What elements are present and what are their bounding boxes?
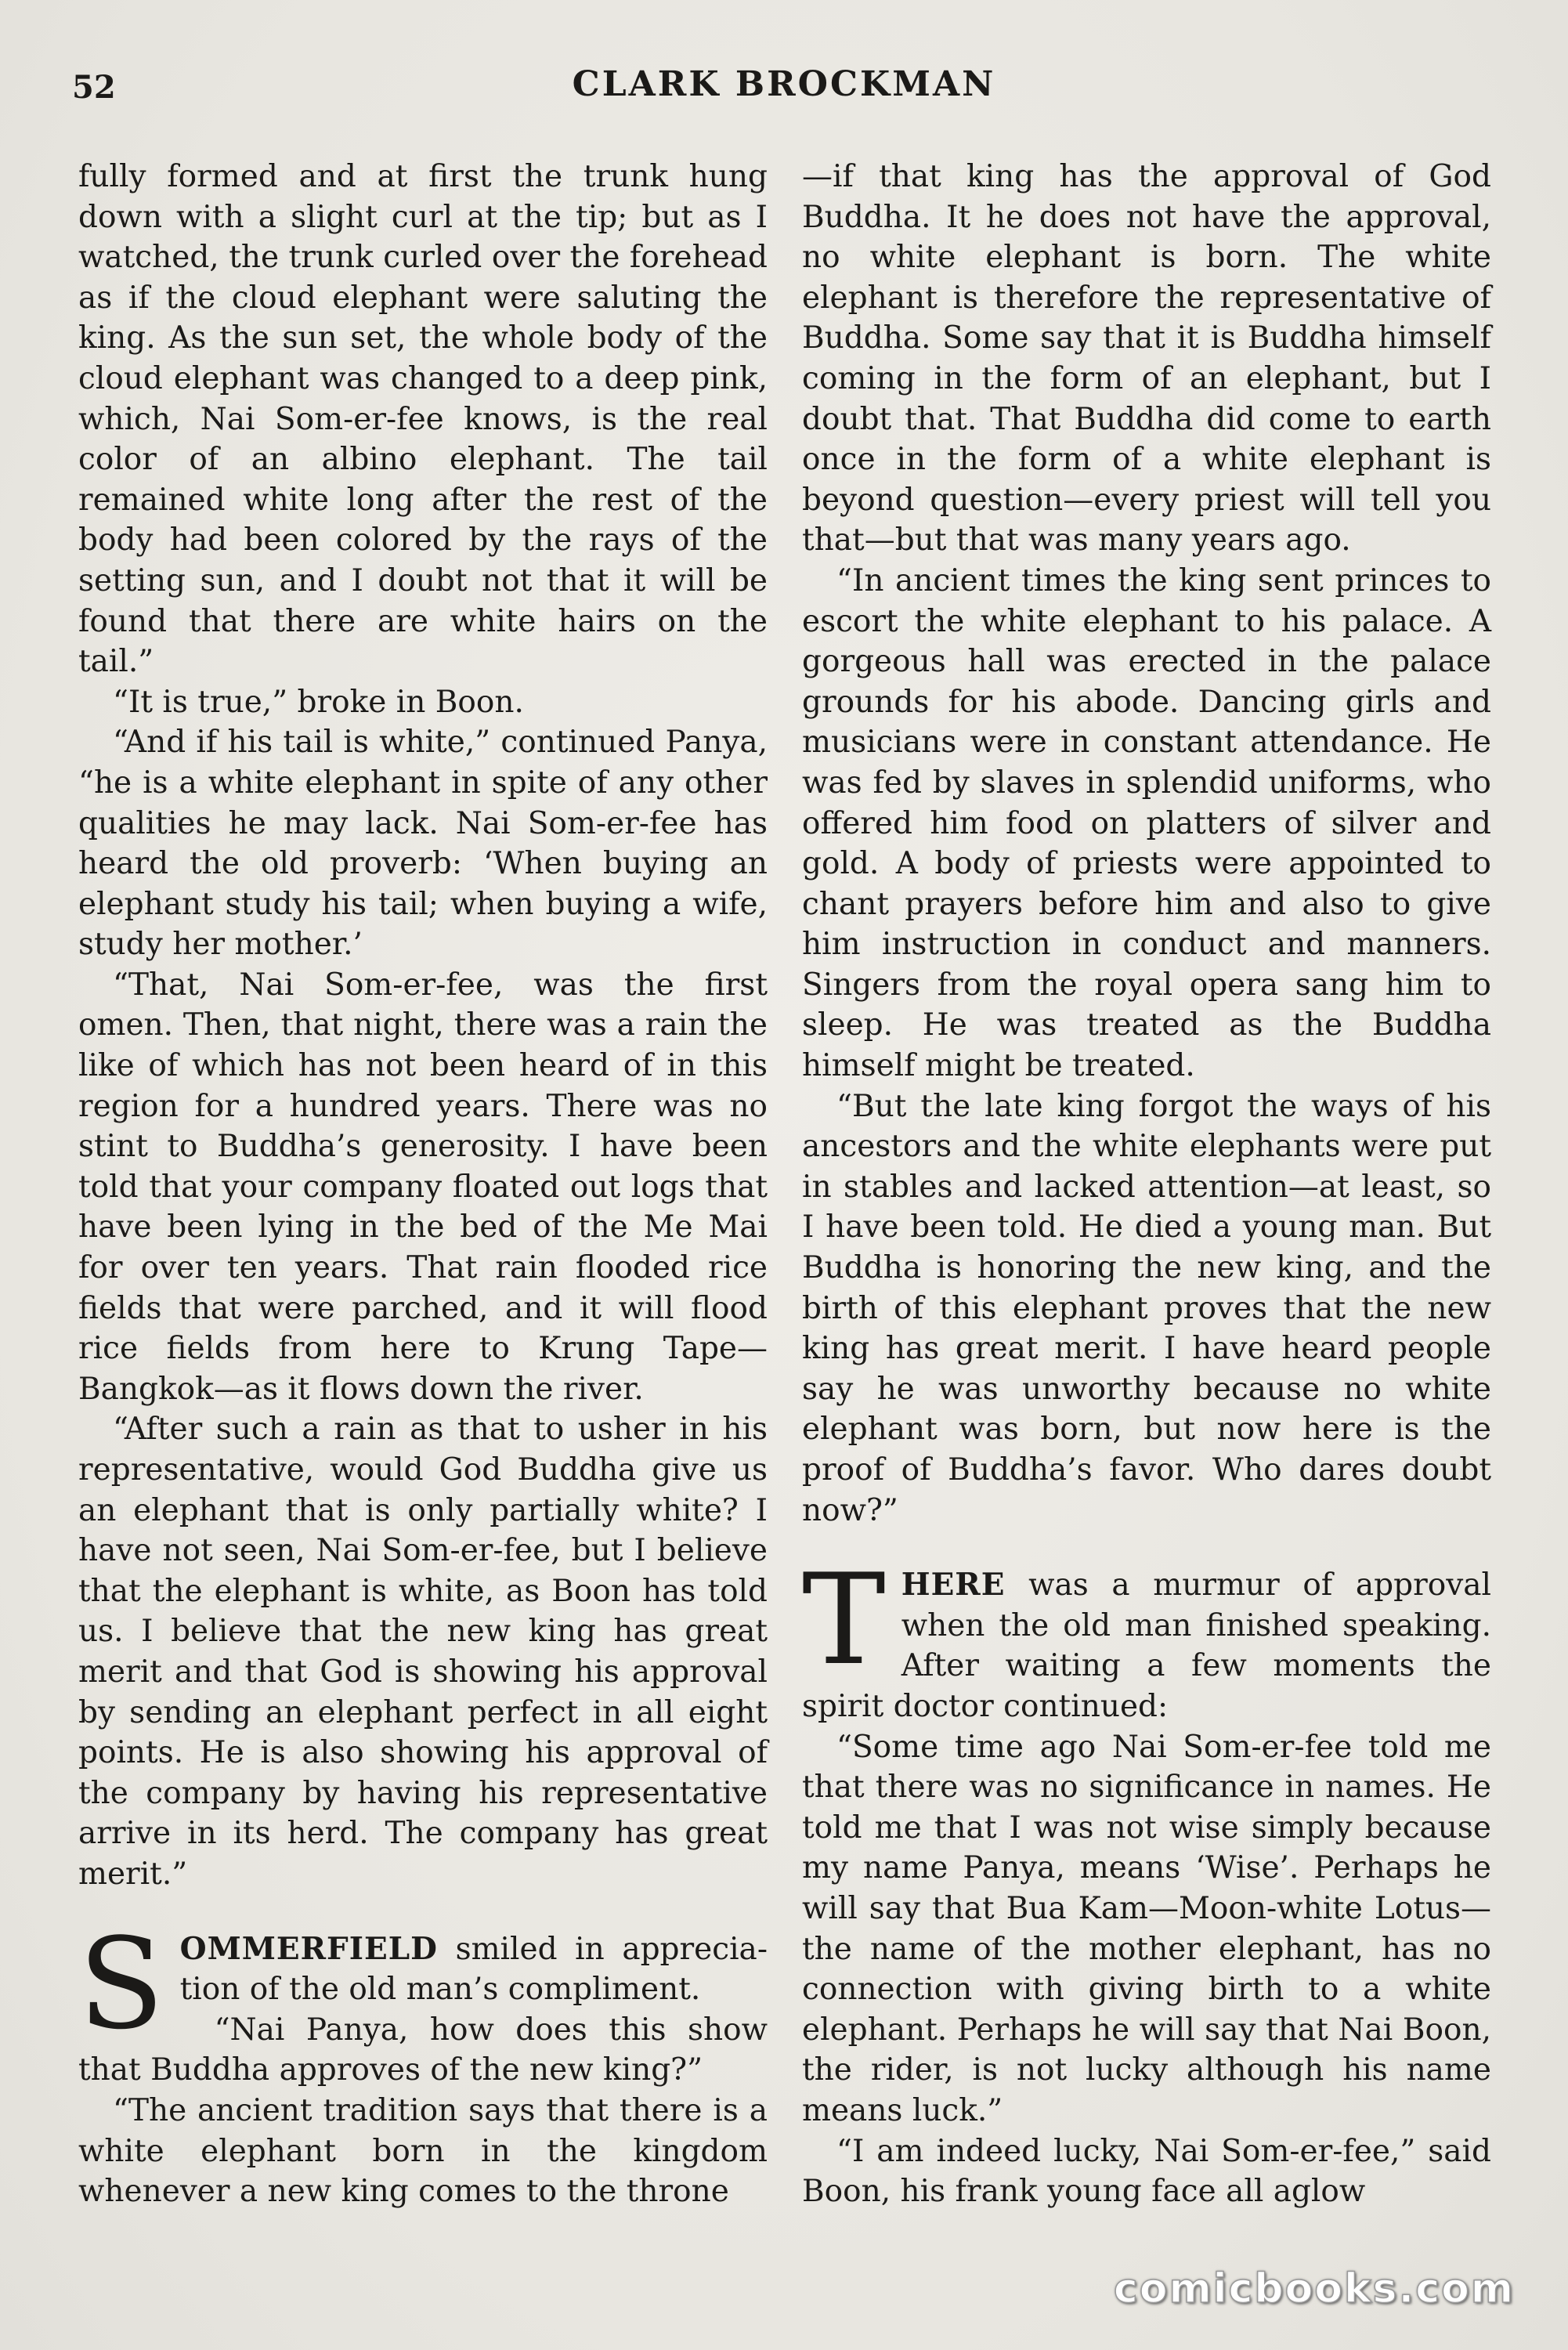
paragraph: “But the late king forgot the ways of his ancestors and the white elephants were put in stables and lacked attention—at least, so I have been told. He died a young man. But Buddha is honoring the new king, and the birth of this elephant proves that the new king has great merit. I have heard people say he was unworthy because no white elephant was born, but now here is the proof of Buddha’s favor. Who dares doubt now?”: [802, 1088, 1491, 1528]
paragraph: “I am indeed lucky, Nai Som-er-fee,” said Boon, his frank young face all aglow: [802, 2133, 1491, 2210]
section-opening-paragraph: [802, 1546, 1491, 1726]
page-header: [0, 63, 1568, 118]
paragraph: “The ancient tradition says that there is a white elephant born in the kingdom whenever a new king comes to the throne: [78, 2092, 768, 2210]
paragraph: “In ancient times the king sent princes to escort the white elephant to his palace. A gorgeous hall was erected in the palace grounds for his abode. Dancing girls and musicians were in constant attendance. He was fed by slaves in splendid uniforms, who offered him food on platters of silver and gold. A body of priests were appointed to chant prayers before him and also to give him instruction in conduct and manners. Singers from the royal opera sang him to sleep. He was treated as the Buddha himself might be treated.: [802, 562, 1491, 1084]
right-column: [802, 157, 1491, 2212]
drop-cap: T: [802, 1546, 886, 1694]
paragraph: “And if his tail is white,” continued Panya, “he is a white elephant in spite of any other qualities he may lack. Nai Som-er-fee has heard the old proverb: ‘When buying an elephant study his tail; when buying a wife, study her mother.’: [78, 725, 768, 963]
lead-in-caps: HERE: [901, 1567, 1006, 1603]
paragraph: “It is true,” broke in Boon.: [113, 684, 524, 720]
page-number: 52: [72, 69, 116, 106]
watermark-logo: comicbooks.com: [1113, 2265, 1515, 2312]
paragraph: —if that king has the approval of God Buddha. It he does not have the approval, no white elephant is born. The white elephant is therefore the representative of Buddha. Some say that it is Buddha himself coming in the form of an elephant, but I doubt that. That Buddha did come to earth once in the form of a white elephant is beyond question—every priest will tell you that—but that was many years ago.: [802, 159, 1491, 559]
paragraph-text: was a murmur of approval when the old man finished speaking. After waiting a few moments the spirit doctor continued:: [802, 1567, 1491, 1724]
paragraph-text: smiled in appreciation of the old man’s compliment.: [179, 1931, 768, 2008]
paragraph: fully formed and at first the trunk hung down with a slight curl at the tip; but as I watched, the trunk curled over the forehead as if the cloud elephant were saluting the king. As the sun set, the whole body of the cloud elephant was changed to a deep pink, which, Nai Som-er-fee knows, is the real color of an albino elephant. The tail remained white long after the rest of the body had been colored by the rays of the setting sun, and I doubt not that it will be found that there are white hairs on the tail.”: [78, 159, 768, 680]
drop-cap: S: [78, 1910, 164, 2057]
paragraph: “After such a rain as that to usher in his representative, would God Buddha give us an elephant that is only partially white? I have not seen, Nai Som-er-fee, but I believe that the elephant is white, as Boon has told us. I believe that the new king has great merit and that God is showing his approval by sending an elephant perfect in all eight points. He is also showing his approval of the company by having his representative arrive in its herd. The company has great merit.”: [78, 1412, 768, 1892]
paragraph: “That, Nai Som-er-fee, was the first omen. Then, that night, there was a rain the like of which has not been heard of in this region for a hundred years. There was no stint to Buddha’s generosity. I have been told that your company floated out logs that have been lying in the bed of the Me Mai for over ten years. That rain flooded rice fields that were parched, and it will flood rice fields from here to Krung Tape—Bangkok—as it flows down the river.: [78, 967, 768, 1407]
running-head: CLARK BROCKMAN: [572, 64, 996, 104]
left-column: [78, 157, 768, 2212]
paragraph: “Nai Panya, how does this show that Buddha approves of the new king?”: [78, 2012, 768, 2088]
paragraph: “Some time ago Nai Som-er-fee told me that there was no significance in names. He told me that I was not wise simply because my name Panya, means ‘Wise’. Perhaps he will say that Bua Kam—Moon-white Lotus—the name of the mother elephant, has no connection with giving birth to a white elephant. Perhaps he will say that Nai Boon, the rider, is not lucky although his name means luck.”: [802, 1729, 1491, 2128]
lead-in-caps: OMMERFIELD: [179, 1930, 438, 1967]
